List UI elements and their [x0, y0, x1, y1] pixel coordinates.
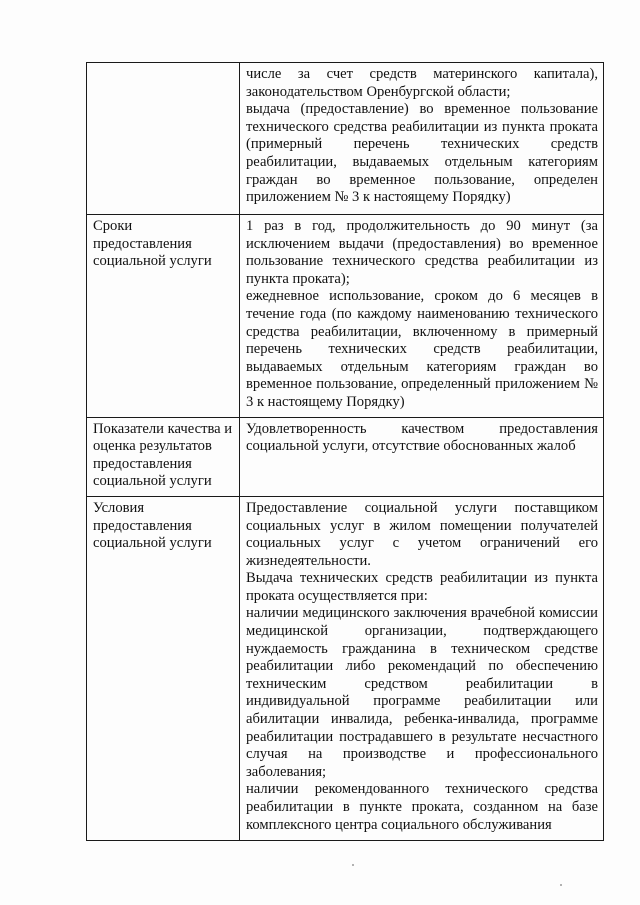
content-paragraph: 1 раз в год, продолжительность до 90 минут (за исключением выдачи (предоставления) во временное пользование технического средства реабилитации из пункта проката);: [246, 218, 598, 287]
row-label: Показатели качества и оценка результатов предоставления социальной услуги: [87, 417, 240, 496]
scan-speck: [560, 884, 562, 886]
row-content: [240, 215, 604, 418]
row-label: Сроки предоставления социальной услуги: [87, 215, 240, 418]
content-paragraph: Выдача технических средств реабилитации из пункта проката осуществляется при:: [246, 570, 598, 604]
content-paragraph: Удовлетворенность качеством предоставления социальной услуги, отсутствие обоснованных жалоб: [246, 420, 598, 455]
row-label: [87, 63, 240, 215]
scan-speck: [352, 864, 354, 866]
content-paragraph: Предоставление социальной услуги поставщиком социальных услуг в жилом помещении получателей социальных услуг с учетом ограничений его жизнедеятельности.: [246, 499, 598, 569]
content-paragraph: выдача (предоставление) во временное пользование технического средства реабилитации из пункта проката (примерный перечень технических средств реабилитации, выдаваемых отдельным категориям граждан во временное пользование, определен приложением № 3 к настоящему Порядку): [246, 101, 598, 206]
content-paragraph: ежедневное использование, сроком до 6 месяцев в течение года (по каждому наименованию технического средства реабилитации, включенному в примерный перечень технических средств реабилитации, выдаваемых отдельным категориям граждан во временное пользование, определенный приложением № 3 к настоящему Порядку): [246, 288, 598, 410]
row-content: [240, 417, 604, 496]
row-content: [240, 63, 604, 215]
row-content: [240, 496, 604, 840]
service-table: [86, 62, 604, 841]
table-row: [87, 215, 604, 418]
content-paragraph: наличии рекомендованного технического средства реабилитации в пункте проката, созданном на базе комплексного центра социального обслуживания: [246, 781, 598, 833]
content-paragraph: наличии медицинского заключения врачебной комиссии медицинской организации, подтверждающего нуждаемость гражданина в техническом средстве реабилитации либо рекомендаций по обеспечению техническим средством реабилитации в индивидуальной программе реабилитации или абилитации инвалида, ребенка-инвалида, программе реабилитации пострадавшего в результате несчастного случая на производстве и профессионального заболевания;: [246, 605, 598, 780]
table-row: [87, 417, 604, 496]
content-paragraph: числе за счет средств материнского капитала), законодательством Оренбургской области;: [246, 66, 598, 100]
table-row: [87, 63, 604, 215]
row-label: Условия предоставления социальной услуги: [87, 496, 240, 840]
table-row: [87, 496, 604, 840]
